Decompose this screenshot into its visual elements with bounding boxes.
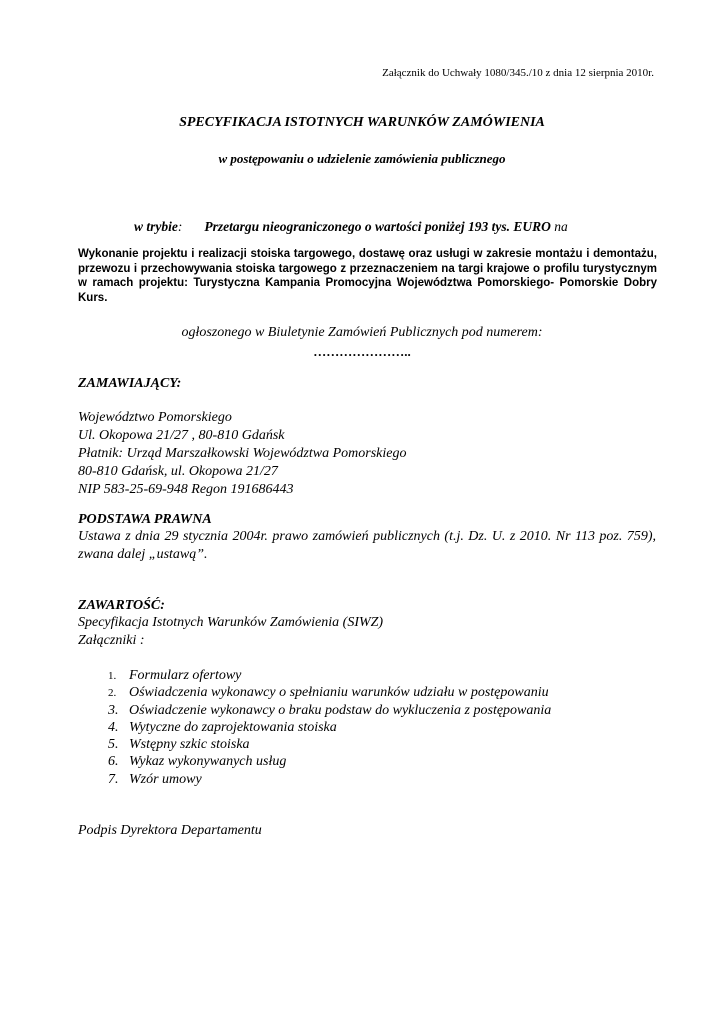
- announcement-number: …………………..: [313, 344, 411, 359]
- document-subtitle: w postępowaniu o udzielenie zamówienia publicznego: [218, 151, 506, 166]
- annex-number: 3.: [108, 702, 119, 718]
- contents-details: [78, 614, 383, 650]
- annex-title: Oświadczenia wykonawcy o spełnianiu warunków udziału w postępowaniu: [129, 685, 549, 701]
- announcement-text: ogłoszonego w Biuletynie Zamówień Publicznych pod numerem:: [181, 325, 543, 340]
- annex-title: Wstępny szkic stoiska: [129, 737, 250, 753]
- annex-number: 1.: [108, 670, 117, 682]
- annex-title: Wzór umowy: [129, 771, 202, 787]
- annex-item: [108, 754, 551, 771]
- procedure-mode-colon: :: [177, 219, 183, 234]
- project-description: Wykonanie projektu i realizacji stoiska targowego, dostawę oraz usługi w zakresie montażu i demontażu, przewozu i przechowywania stoiska targowego z przeznaczeniem na targi krajowe o profilu turystycznym w ramach projektu: Turystyczna Kampania Promocyjna Województwa Pomorskiego- Pomorskie Dobry Kurs.: [78, 248, 657, 304]
- annex-number: 6.: [108, 754, 119, 770]
- annex-item: [108, 720, 551, 737]
- annex-item: [108, 737, 551, 754]
- authority-line: Województwo Pomorskiego: [78, 410, 232, 425]
- contracting-authority-heading: ZAMAWIAJĄCY:: [78, 376, 182, 391]
- annex-number: 4.: [108, 719, 119, 735]
- annex-list: [108, 668, 551, 789]
- annex-number: 7.: [108, 771, 119, 787]
- annex-number: 5.: [108, 737, 119, 753]
- contents-heading: ZAWARTOŚĆ:: [78, 598, 165, 613]
- legal-basis-text: Ustawa z dnia 29 stycznia 2004r. prawo zamówień publicznych (t.j. Dz. U. z 2010. Nr 113 poz. 759), zwana dalej „ustawą”.: [78, 529, 656, 562]
- annex-item: [108, 685, 551, 702]
- annex-title: Wytyczne do zaprojektowania stoiska: [129, 719, 337, 735]
- annex-item: [108, 772, 551, 789]
- procedure-mode-value: Przetargu nieograniczonego o wartości poniżej 193 tys. EURO: [204, 219, 551, 234]
- annex-note: Załącznik do Uchwały 1080/345./10 z dnia 12 sierpnia 2010r.: [382, 67, 654, 79]
- procedure-mode: [134, 219, 568, 235]
- contracting-authority-details: [78, 409, 406, 499]
- annex-title: Wykaz wykonywanych usług: [129, 754, 287, 770]
- annex-item: [108, 703, 551, 720]
- annex-title: Formularz ofertowy: [129, 668, 242, 683]
- document-title: SPECYFIKACJA ISTOTNYCH WARUNKÓW ZAMÓWIENIA: [179, 115, 545, 130]
- procedure-mode-label: w trybie: [134, 219, 178, 234]
- authority-line: Ul. Okopowa 21/27 , 80-810 Gdańsk: [78, 428, 285, 443]
- annex-number: 2.: [108, 687, 117, 700]
- annex-title: Oświadczenie wykonawcy o braku podstaw do wykluczenia z postępowania: [129, 702, 552, 718]
- legal-basis-heading: PODSTAWA PRAWNA: [78, 512, 212, 527]
- authority-line: NIP 583-25-69-948 Regon 191686443: [78, 482, 294, 497]
- annex-item: [108, 668, 551, 685]
- authority-line: 80-810 Gdańsk, ul. Okopowa 21/27: [78, 464, 278, 479]
- signature-line: Podpis Dyrektora Departamentu: [78, 823, 262, 838]
- contents-line: Specyfikacja Istotnych Warunków Zamówienia (SIWZ): [78, 615, 384, 630]
- procedure-mode-suffix: na: [550, 219, 568, 234]
- contents-line: Załączniki :: [78, 633, 145, 648]
- authority-line: Płatnik: Urząd Marszałkowski Województwa Pomorskiego: [78, 446, 407, 461]
